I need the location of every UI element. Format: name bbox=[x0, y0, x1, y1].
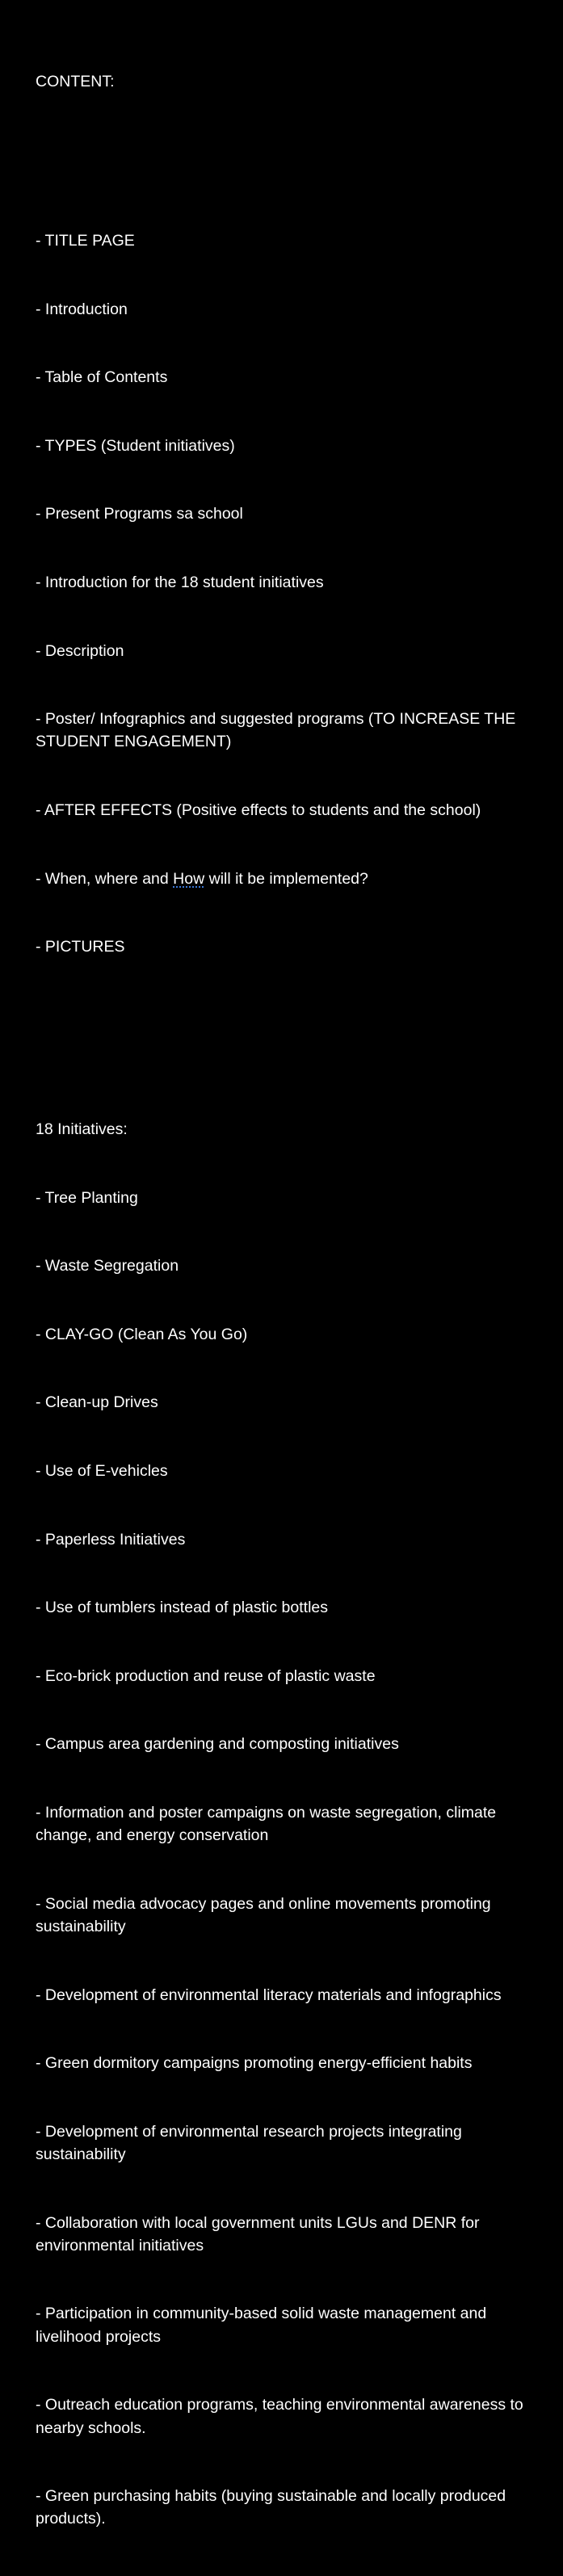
initiative-item: - Paperless Initiatives bbox=[36, 1530, 186, 1549]
content-item: - Poster/ Infographics and suggested programs (TO INCREASE THE STUDENT ENGAGEMENT) bbox=[36, 710, 520, 751]
content-item: - Introduction for the 18 student initiatives bbox=[36, 574, 324, 592]
initiative-item: - Green dormitory campaigns promoting energy-efficient habits bbox=[36, 2054, 473, 2073]
initiative-item: - CLAY-GO (Clean As You Go) bbox=[36, 1325, 248, 1343]
initiative-item: - Participation in community-based solid waste management and livelihood projects bbox=[36, 2305, 491, 2346]
content-heading: CONTENT: bbox=[36, 72, 115, 90]
initiative-item: - Eco-brick production and reuse of plastic waste bbox=[36, 1666, 376, 1685]
content-item: - TITLE PAGE bbox=[36, 232, 135, 250]
initiative-item: - Information and poster campaigns on waste segregation, climate change, and energy conservation bbox=[36, 1804, 501, 1845]
initiative-item: - Campus area gardening and composting initiatives bbox=[36, 1735, 399, 1754]
initiative-item: - Social media advocacy pages and online movements promoting sustainability bbox=[36, 1894, 496, 1936]
initiative-item: - Clean-up Drives bbox=[36, 1393, 158, 1412]
content-item: - Present Programs sa school bbox=[36, 505, 243, 523]
content-item: - Table of Contents bbox=[36, 368, 168, 387]
initiative-item: - Use of E-vehicles bbox=[36, 1461, 168, 1480]
blank-line bbox=[36, 138, 552, 161]
blank-line bbox=[36, 1027, 552, 1049]
implementation-text-end: will it be implemented? bbox=[204, 869, 368, 888]
initiative-item: - Use of tumblers instead of plastic bottles bbox=[36, 1599, 328, 1617]
initiative-item: - Collaboration with local government units LGUs and DENR for environmental initiatives bbox=[36, 2213, 484, 2255]
initiative-item: - Green purchasing habits (buying sustainable and locally produced products). bbox=[36, 2487, 510, 2528]
note-text-area[interactable] bbox=[36, 2, 552, 2576]
spellcheck-flagged-word[interactable]: How bbox=[173, 869, 205, 888]
initiative-item: - Tree Planting bbox=[36, 1188, 138, 1207]
initiative-item: - Waste Segregation bbox=[36, 1257, 179, 1275]
initiative-item: - Outreach education programs, teaching environmental awareness to nearby schools. bbox=[36, 2396, 528, 2437]
content-item: - PICTURES bbox=[36, 938, 125, 956]
content-item: - TYPES (Student initiatives) bbox=[36, 436, 235, 455]
content-item: - Description bbox=[36, 641, 124, 660]
initiatives-heading: 18 Initiatives: bbox=[36, 1120, 128, 1138]
content-item: - Introduction bbox=[36, 300, 128, 318]
initiative-item: - Development of environmental research projects integrating sustainability bbox=[36, 2122, 467, 2164]
content-item: - AFTER EFFECTS (Positive effects to students and the school) bbox=[36, 801, 481, 820]
implementation-text-start: - When, where and bbox=[36, 869, 174, 888]
initiative-item: - Development of environmental literacy materials and infographics bbox=[36, 1986, 502, 2004]
content-item-implementation bbox=[36, 868, 552, 890]
